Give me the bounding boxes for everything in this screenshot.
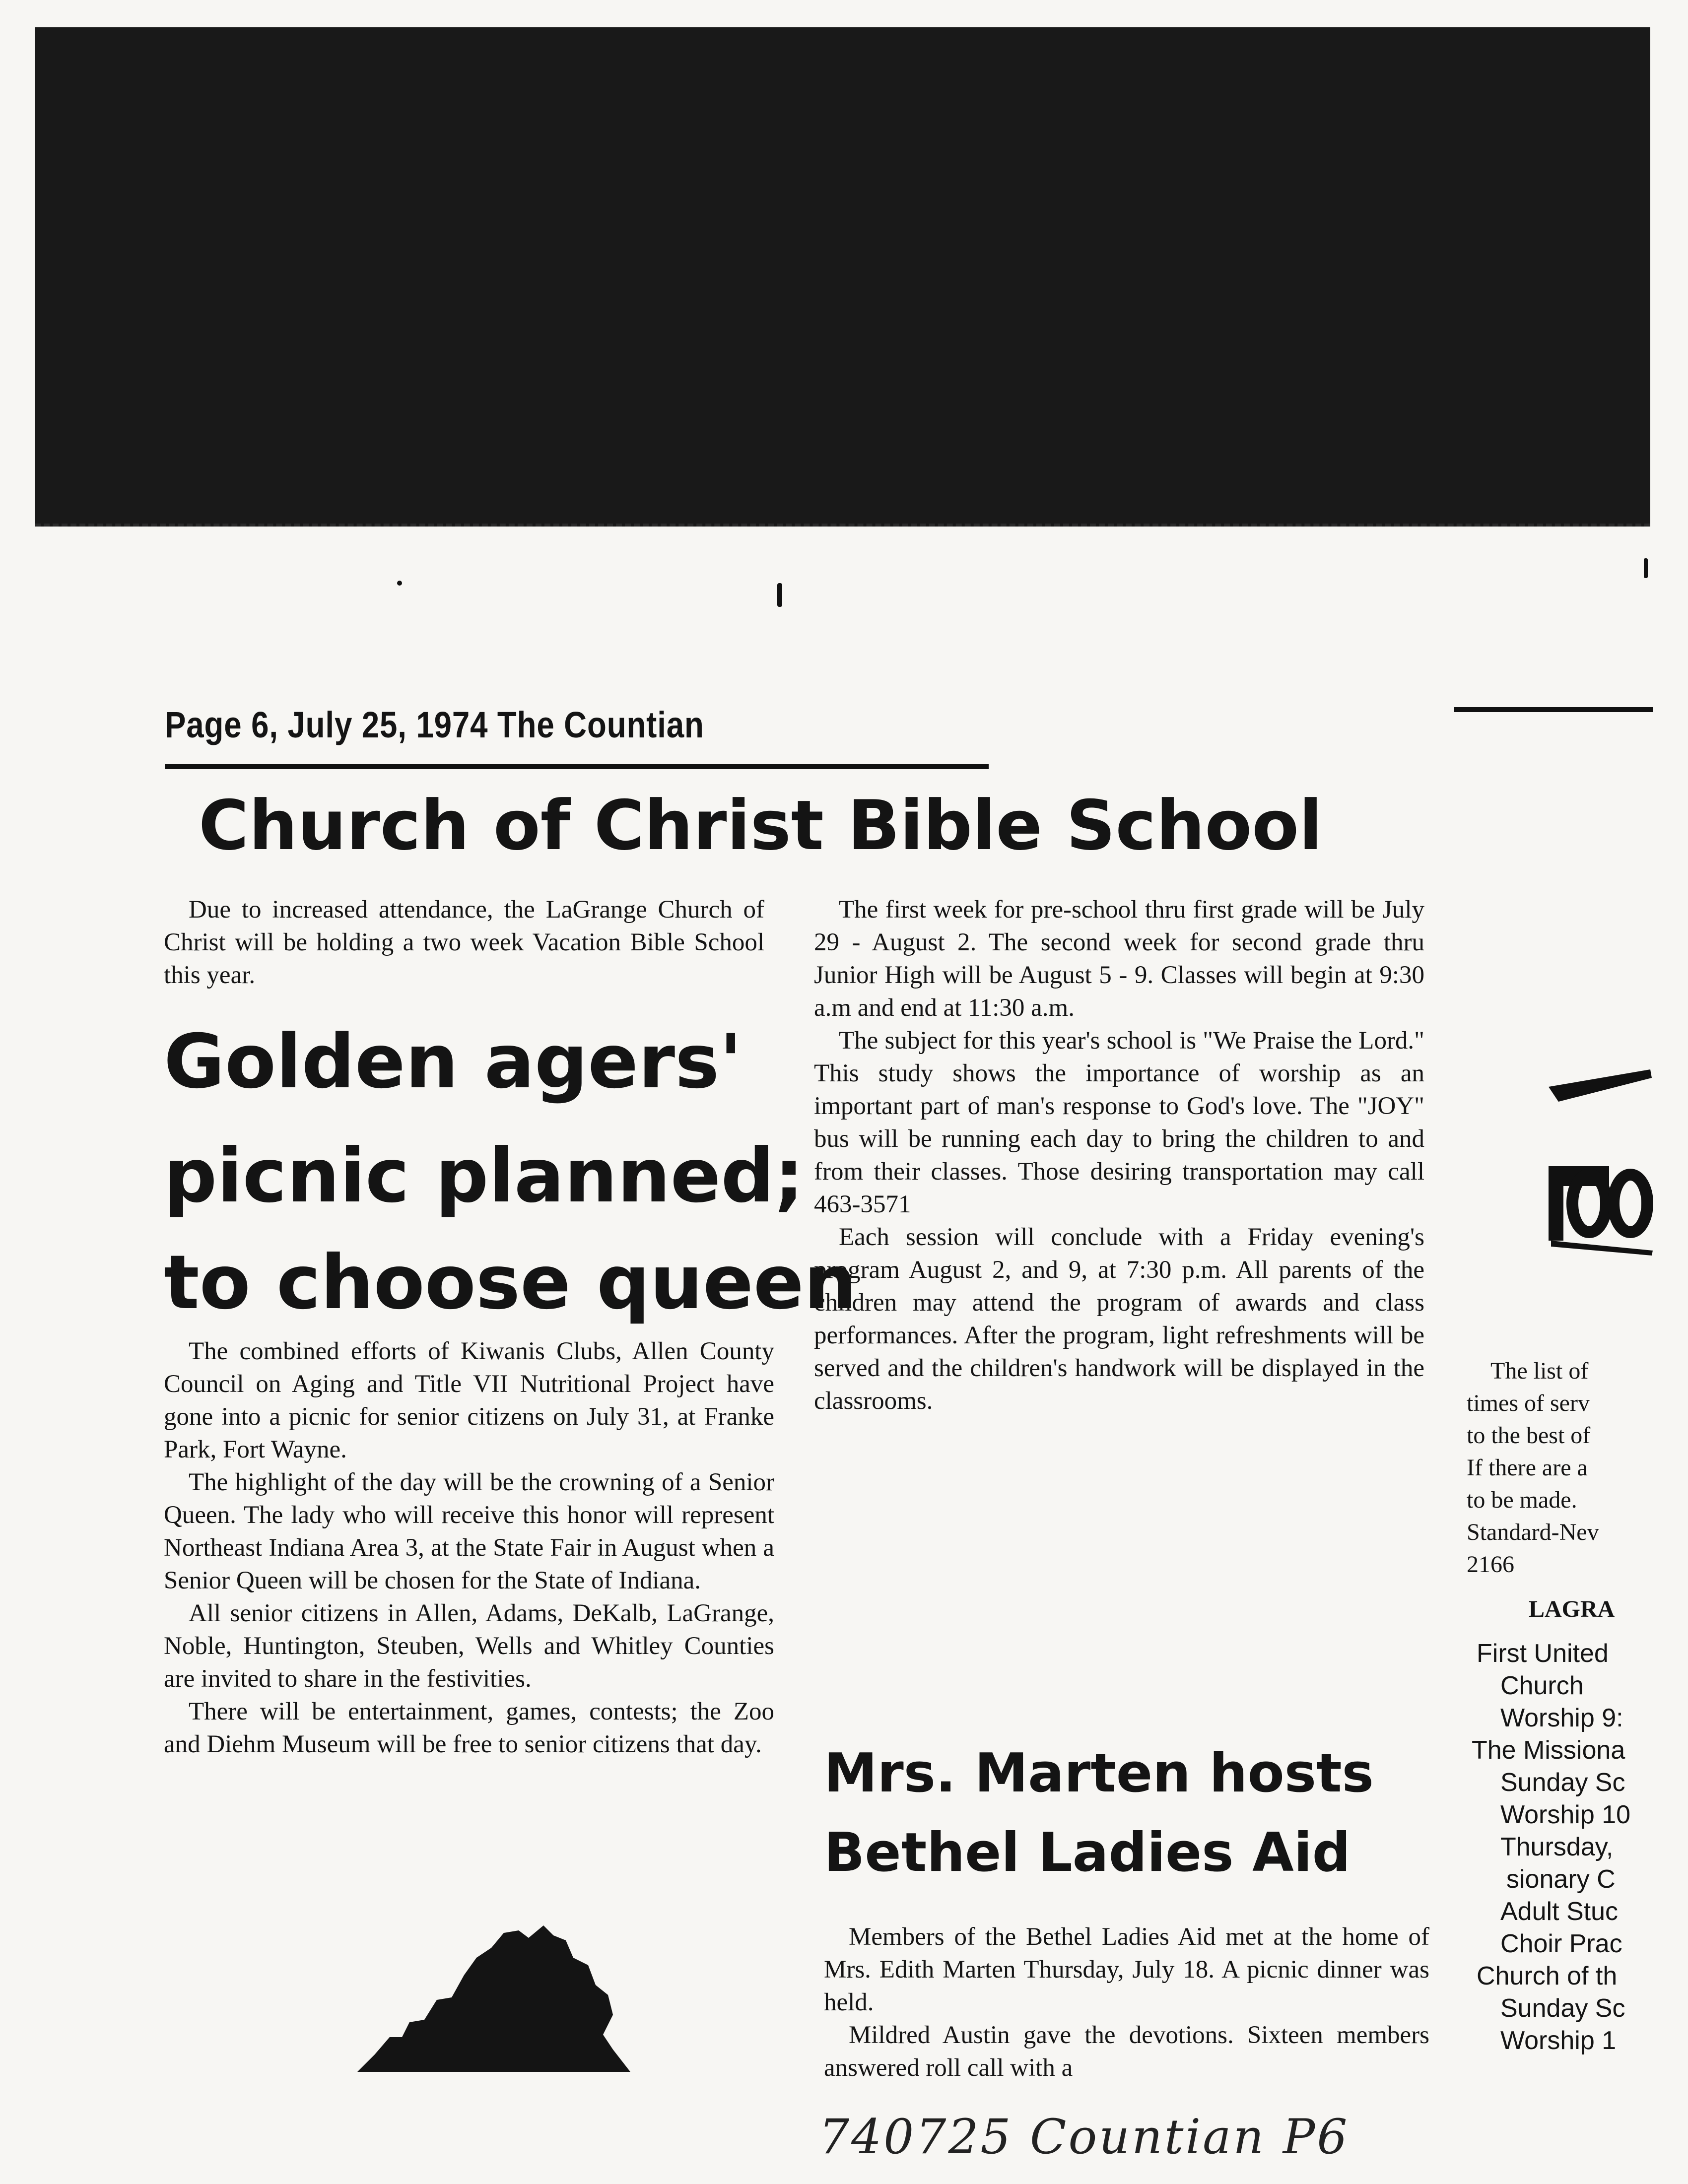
sidebar-item: Adult Stuc [1500,1897,1619,1926]
sidebar-church-listing [1467,1355,1688,2057]
sidebar-fragment: If there are a [1467,1455,1588,1481]
sidebar-item: Worship 9: [1500,1704,1623,1732]
print-speck [777,583,782,607]
print-speck [397,581,402,586]
sidebar-item: The Missiona [1472,1736,1625,1765]
header-rule [165,764,989,769]
article-paragraph: The highlight of the day will be the crowning of a Senior Queen. The lady who will receive this honor will represent Northeast Indiana Area 3, at the State Fair in August when a Senior Queen will be chosen for the State of Indiana. [164,1468,774,1594]
partial-logo-graphic [1544,1042,1658,1256]
sidebar-item: Thursday, [1500,1833,1614,1861]
sidebar-item: sionary C [1506,1865,1616,1894]
article-paragraph: Each session will conclude with a Friday evening's program August 2, and 9, at 7:30 p.m. All parents of the children may attend the program of awards and class performances. After the program, light refreshments will be served and the children's handwork will be displayed in the classrooms. [814,1223,1424,1415]
sidebar-item: Sunday Sc [1500,1768,1625,1797]
article-paragraph: There will be entertainment, games, contests; the Zoo and Diehm Museum will be free to senior citizens that day. [164,1698,774,1758]
article-paragraph: The subject for this year's school is "We Praise the Lord." This study shows the importance of worship as an important part of man's response to God's love. The "JOY" bus will be running each day to bring the children to and from their classes. Those desiring transportation may call 463-3571 [814,1027,1424,1218]
article-headline-golden-agers-3: to choose queen [164,1240,857,1326]
sidebar-item: Worship 1 [1500,2026,1617,2055]
article-paragraph: Due to increased attendance, the LaGrange Church of Christ will be holding a two week Vacation Bible School this year. [164,896,764,989]
article-headline-marten-1: Mrs. Marten hosts [824,1742,1374,1804]
article-headline-golden-agers-2: picnic planned; [164,1133,804,1219]
page-dateline: Page 6, July 25, 1974 The Countian [165,704,704,745]
article-body-golden-agers [164,1335,774,1761]
print-speck [1644,558,1648,578]
article-body-bible-school-col2 [814,893,1424,1417]
handwritten-archive-note: 740725 Countian P6 [819,2109,1350,2165]
article-headline-bible-school: Church of Christ Bible School [199,786,1323,865]
sidebar-fragment: to the best of [1467,1422,1591,1449]
sidebar-item: Sunday Sc [1500,1994,1625,2023]
sidebar-rule [1454,707,1653,712]
sidebar-item: First United [1477,1639,1609,1668]
tree-silhouette-graphic [355,1911,633,2074]
sidebar-fragment: times of serv [1467,1390,1590,1416]
sidebar-item: Church [1500,1671,1584,1700]
article-paragraph: All senior citizens in Allen, Adams, DeKalb, LaGrange, Noble, Huntington, Steuben, Wells and Whitley Counties are invited to share in the festivities. [164,1599,774,1693]
article-body-marten [824,1920,1429,2084]
redacted-block [35,27,1650,527]
article-paragraph: Mildred Austin gave the devotions. Sixteen members answered roll call with a [824,2021,1429,2082]
article-headline-golden-agers-1: Golden agers' [164,1019,743,1105]
article-paragraph: The combined efforts of Kiwanis Clubs, Allen County Council on Aging and Title VII Nutritional Project have gone into a picnic for senior citizens on July 31, at Franke Park, Fort Wayne. [164,1337,774,1463]
article-headline-marten-2: Bethel Ladies Aid [824,1822,1351,1884]
sidebar-fragment: 2166 [1467,1551,1514,1578]
article-paragraph: Members of the Bethel Ladies Aid met at the home of Mrs. Edith Marten Thursday, July 18. A picnic dinner was held. [824,1923,1429,2016]
sidebar-heading: LAGRA [1529,1596,1615,1622]
article-body-bible-school-col1 [164,893,764,989]
sidebar-fragment: to be made. [1467,1487,1577,1513]
sidebar-fragment: Standard-Nev [1467,1519,1599,1545]
sidebar-fragment: The list of [1490,1358,1589,1384]
article-paragraph: The first week for pre-school thru first grade will be July 29 - August 2. The second week for second grade thru Junior High will be August 5 - 9. Classes will begin at 9:30 a.m and end at 11:30 a.m. [814,896,1424,1022]
sidebar-item: Worship 10 [1500,1800,1631,1829]
sidebar-item: Choir Prac [1500,1929,1622,1958]
sidebar-item: Church of th [1477,1962,1618,1990]
